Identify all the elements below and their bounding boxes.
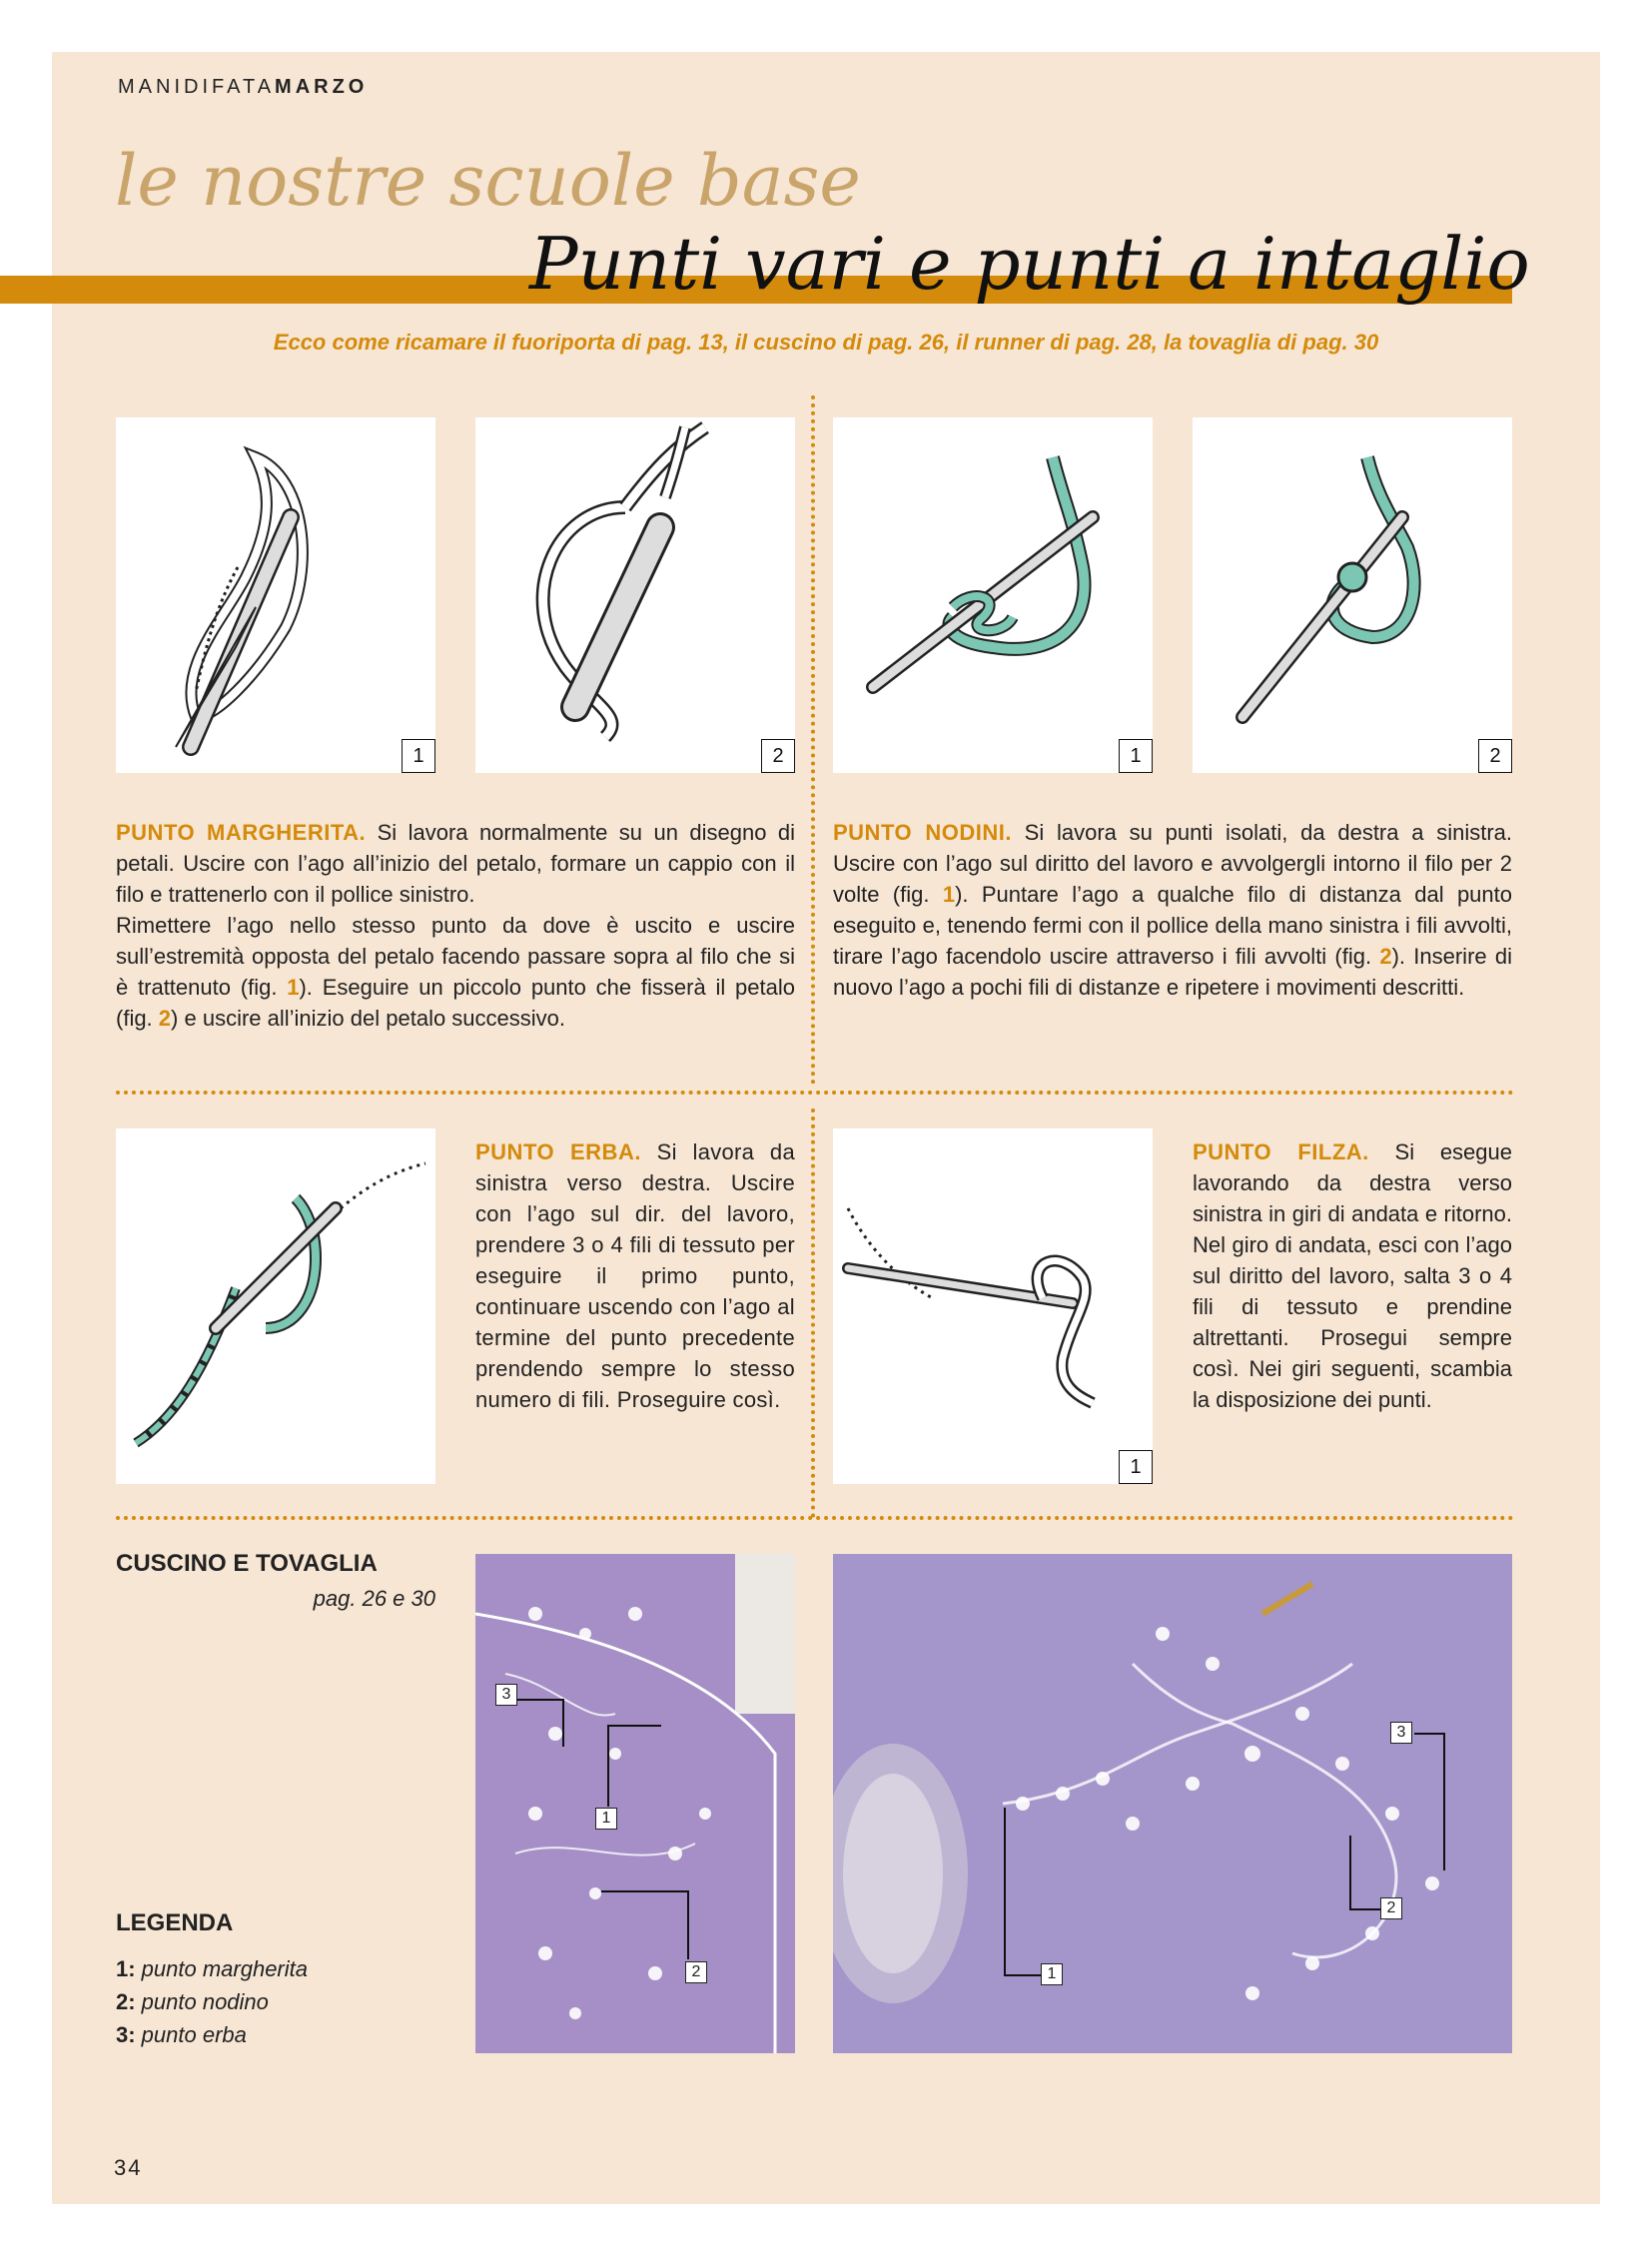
legenda-item (116, 1952, 308, 1985)
figure-margherita-2 (475, 417, 795, 773)
margherita-heading: PUNTO MARGHERITA. (116, 820, 367, 845)
margherita-paragraph-2b: ). Eseguire un piccolo punto che fisserà il petalo (fig. (116, 975, 795, 1031)
legenda-item (116, 1985, 308, 2018)
needle-loop-illustration (116, 417, 435, 773)
tablecloth-embroidery-photo (833, 1554, 1512, 2053)
margherita-description (116, 817, 795, 1034)
cuscino-pages: pag. 26 e 30 (313, 1586, 435, 1611)
figure-number: 1 (1119, 739, 1153, 773)
stem-stitch-illustration (116, 1128, 435, 1484)
figure-ref-1: 1 (942, 882, 956, 907)
cuscino-heading: CUSCINO E TOVAGLIA (116, 1550, 378, 1577)
needle-petal-illustration (475, 417, 795, 773)
running-stitch-illustration (833, 1128, 1153, 1484)
nodini-heading: PUNTO NODINI. (833, 820, 1012, 845)
erba-body: Si lavora da sinistra verso destra. Uscire con l’ago sul dir. del lavoro, prendere 3 o 4 fili di tessuto per eseguire il primo punto, continuare uscendo con l’ago al termine del punto precedente prendendo sempre lo stesso numero di fili. Proseguire così. (475, 1139, 795, 1412)
nodini-text-c: ). Inserire di nuovo l’ago a pochi fili di distanze e ripetere i movimenti descritti. (833, 944, 1512, 1000)
photo-cushion (475, 1554, 795, 2053)
magazine-month: MARZO (275, 76, 369, 98)
filza-heading: PUNTO FILZA. (1193, 1139, 1369, 1164)
cushion-embroidery-photo (475, 1554, 795, 2053)
nodini-description (833, 817, 1512, 1003)
margherita-paragraph-2c: ) e uscire all’inizio del petalo successivo. (171, 1006, 566, 1031)
erba-heading: PUNTO ERBA. (475, 1139, 641, 1164)
figure-ref-2: 2 (158, 1006, 172, 1031)
photo-label: 2 (685, 1961, 707, 1983)
legenda-text: punto erba (135, 2022, 247, 2047)
legenda-text: punto margherita (135, 1956, 308, 1981)
figure-nodini-1 (833, 417, 1153, 773)
filza-body: Si esegue lavorando da destra verso sinistra in giri di andata e ritorno. Nel giro di andata, esci con l’ago sul diritto del lavoro, salta 3 o 4 fili di tessuto e prendine altrettanti. Prosegui sempre così. Nei giri seguenti, scambia la disposizione dei punti. (1193, 1139, 1512, 1412)
page-subtitle: Ecco come ricamare il fuoriporta di pag. 13, il cuscino di pag. 26, il runner di pag. 28, la tovaglia di pag. 30 (273, 330, 1379, 355)
magazine-header (118, 76, 368, 99)
column-divider-middle (811, 1109, 815, 1518)
photo-label: 3 (495, 1684, 517, 1706)
figure-filza (833, 1128, 1153, 1484)
legenda-list (116, 1952, 308, 2051)
photo-label: 1 (595, 1808, 617, 1830)
nodini-text-a: Si lavora su punti isolati, da destra a sinistra. Uscire con l’ago sul diritto del lavoro e avvolgergli intorno il filo per 2 volte (fig. (833, 820, 1512, 907)
margherita-paragraph-1: Si lavora normalmente su un disegno di petali. Uscire con l’ago all’inizio del petalo, formare un cappio con il filo e trattenerlo con il pollice sinistro. (116, 820, 796, 907)
photo-tablecloth (833, 1554, 1512, 2053)
french-knot-pull-illustration (1193, 417, 1512, 773)
erba-description (475, 1136, 795, 1415)
photo-label: 1 (1041, 1963, 1063, 1985)
page-number: 34 (114, 2155, 143, 2180)
legenda-number: 2: (116, 1989, 136, 2014)
photo-label: 3 (1390, 1722, 1412, 1744)
figure-number: 1 (1119, 1450, 1153, 1484)
legenda-number: 3: (116, 2022, 136, 2047)
row-divider-2 (116, 1516, 1514, 1520)
legenda-text: punto nodino (135, 1989, 269, 2014)
legenda-number: 1: (116, 1956, 136, 1981)
magazine-name: MANIDIFATA (118, 76, 276, 98)
row-divider-1 (116, 1091, 1514, 1095)
figure-nodini-2 (1193, 417, 1512, 773)
figure-erba (116, 1128, 435, 1484)
figure-ref-1: 1 (287, 975, 300, 1000)
legenda-item (116, 2018, 308, 2051)
nodini-text-b: ). Puntare l’ago a qualche filo di distanza dal punto eseguito e, tenendo fermi con il pollice della mano sinistra i fili avvolti, tirare l’ago facendolo uscire attraverso i fili avvolti (fig. (833, 882, 1512, 969)
legenda-heading: LEGENDA (116, 1909, 234, 1936)
figure-number: 2 (761, 739, 795, 773)
french-knot-wrap-illustration (833, 417, 1153, 773)
figure-margherita-1 (116, 417, 435, 773)
figure-ref-2: 2 (1379, 944, 1392, 969)
figure-number: 2 (1478, 739, 1512, 773)
column-divider-top (811, 395, 815, 1085)
section-kicker: le nostre scuole base (115, 140, 861, 222)
photo-label: 2 (1380, 1897, 1402, 1919)
margherita-paragraph-2a: Rimettere l’ago nello stesso punto da dove è uscito e uscire sull’estremità opposta del petalo facendo passare sopra al filo che si è trattenuto (fig. (116, 913, 795, 1000)
filza-description (1193, 1136, 1512, 1415)
page-title: Punti vari e punti a intaglio (529, 222, 1530, 306)
figure-number: 1 (402, 739, 435, 773)
